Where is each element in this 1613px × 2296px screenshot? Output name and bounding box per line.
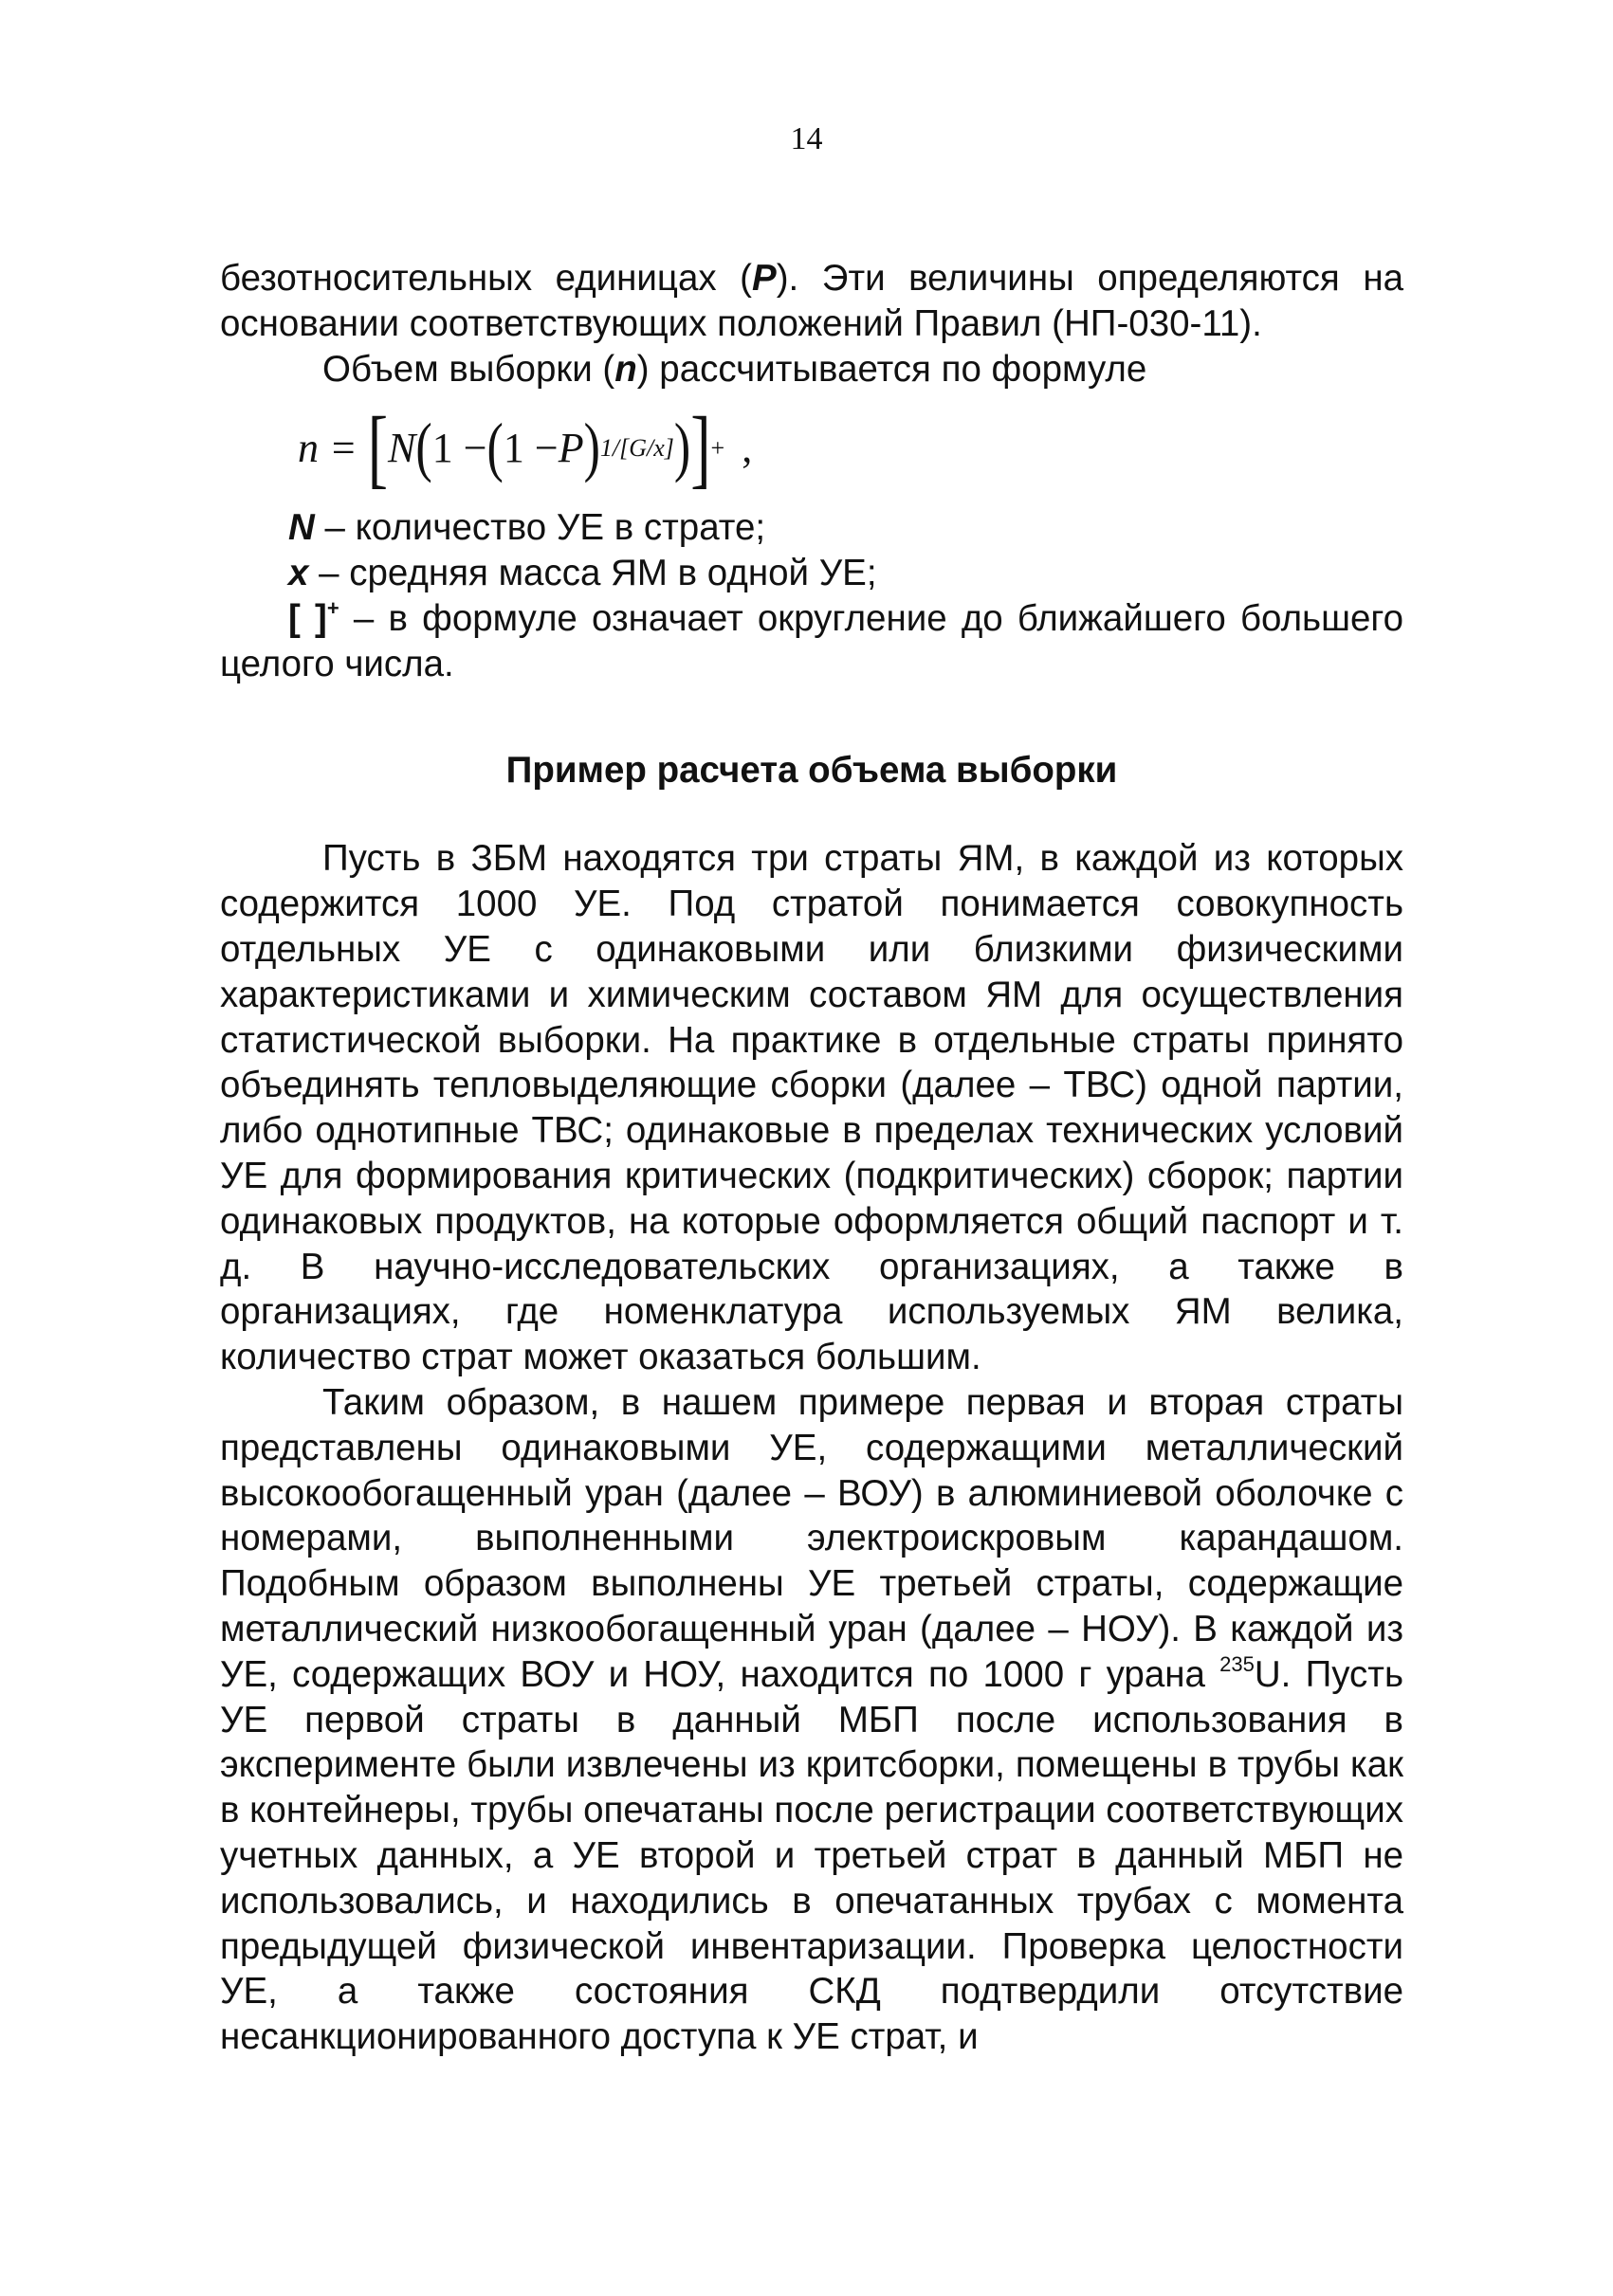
formula-plus: +	[710, 434, 725, 463]
isotope-symbol: U	[1254, 1653, 1281, 1695]
definition-n	[220, 505, 1403, 551]
sample-text-b: ) рассчитывается по формуле	[636, 348, 1147, 390]
rounding-plus: +	[326, 595, 339, 620]
definition-symbol-n: N	[288, 507, 315, 549]
formula-comma: ,	[742, 425, 753, 472]
paragraph-strata: Пусть в ЗБМ находятся три страты ЯМ, в каждой из которых содержится 1000 УЕ. Под стратой понимается совокупность отдельных УЕ с одинаковыми или близкими физическими характеристиками и химическим составом ЯМ для осуществления статистической выборки. На практике в отдельные страты принято объединять тепловыделяющие сборки (далее – ТВС) одной партии, либо однотипные ТВС; одинаковые в пределах технических условий УЕ для формирования критических (подкритических) сборок; партии одинаковых продуктов, на которые оформляется общий паспорт и т. д. В научно-исследовательских организациях, а также в организациях, где номенклатура используемых ЯМ велика, количество страт может оказаться большим.	[220, 838, 1403, 1378]
formula-n: N	[388, 425, 416, 472]
formula-lhs: n =	[298, 425, 357, 472]
definition-text-n: – количество УЕ в страте;	[314, 507, 766, 549]
intro-paragraph	[220, 256, 1403, 347]
definition-x	[220, 551, 1403, 596]
formula-open-bracket: [	[367, 399, 389, 498]
variable-p: P	[752, 258, 777, 299]
example-text-a: Таким образом, в нашем примере первая и вторая страты представлены одинаковыми УЕ, содержащими металлический высокообогащенный уран (далее – ВОУ) в алюминиевой оболочке с номерами, выполненными электроискровым карандашом. Подобным образом выполнены УЕ третьей страты, содержащие металлический низкообогащенный уран (далее – НОУ). В каждой из УЕ, содержащих ВОУ и НОУ, находится по 1000 г урана	[220, 1381, 1403, 1695]
formula-one-1: 1 −	[431, 425, 487, 472]
formula-open-paren-1: (	[415, 411, 432, 485]
definition-symbol-x: x	[288, 553, 309, 594]
definition-rounding	[220, 596, 1403, 687]
formula-close-paren-1: )	[673, 411, 691, 485]
sample-size-intro	[220, 347, 1403, 392]
formula-one-2: 1 −	[503, 425, 559, 472]
page-body	[220, 256, 1403, 2060]
rounding-symbol: [ ]	[288, 597, 327, 639]
formula-close-paren-2: )	[583, 411, 600, 485]
intro-text-a: безотносительных единицах (	[220, 258, 753, 299]
definition-text-x: – средняя масса ЯМ в одной УЕ;	[308, 553, 877, 594]
sample-text-a: Объем выборки (	[322, 348, 615, 390]
formula-exponent: 1/[G/x]	[599, 434, 674, 463]
formula-open-paren-2: (	[486, 411, 504, 485]
formula-close-bracket: ]	[690, 399, 711, 498]
example-text-b: . Пусть УЕ первой страты в данный МБП после использования в эксперименте были извлечены из критсборки, помещены в трубы как в контейнеры, трубы опечатаны после регистрации соответствующих учетных данных, а УЕ второй и третьей страт в данный МБП не использовались, и находились в опечатанных трубах с момента предыдущей физической инвентаризации. Проверка целостности УЕ, а также состояния СКД подтвердили отсутствие несанкционированного доступа к УЕ страт, и	[220, 1653, 1403, 2058]
intro-text-b: ). Эти величины определяются на основании соответствующих положений Правил (НП-030-11).	[220, 258, 1403, 344]
section-heading: Пример расчета объема выборки	[505, 749, 1118, 791]
paragraph-example	[220, 1380, 1403, 2060]
sample-size-formula	[220, 392, 1403, 505]
isotope-mass: 235	[1219, 1651, 1255, 1676]
variable-n: n	[614, 348, 637, 390]
formula-p: P	[558, 425, 584, 472]
page-number: 14	[790, 121, 823, 156]
rounding-text: – в формуле означает округление до ближайшего большего целого числа.	[220, 597, 1403, 684]
